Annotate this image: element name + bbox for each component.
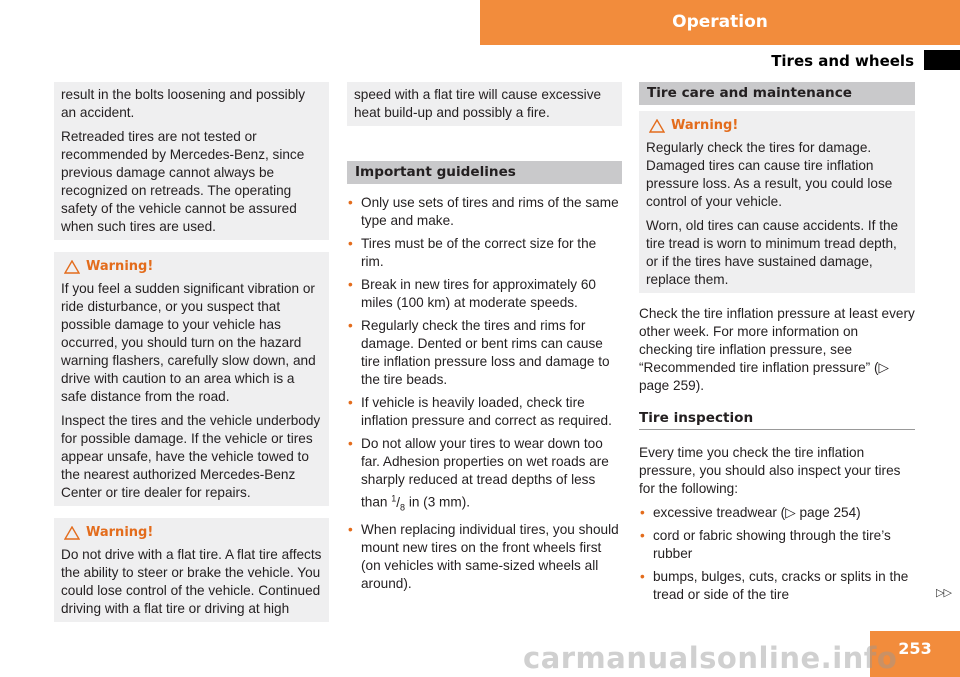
paragraph: Check the tire inflation pressure at least every other week. For more information on checking tire inflation pressure, see “Recommended tire inflation pressure” (▷ page 259). (639, 306, 915, 393)
bullet: • (348, 195, 353, 210)
list-item: • Regularly check the tires and rims for damage. Dented or bent rims can cause tire inflation pressure loss and damage to the tire beads. (348, 318, 610, 387)
warning-box (639, 111, 915, 293)
list-item: • When replacing individual tires, you should mount new tires on the front wheels first (on vehicles with same-sized wheels all around). (348, 522, 619, 592)
paragraph: Inspect the tires and the vehicle underbody for possible damage. If the vehicle or tires appear unsafe, have the vehicle towed to the nearest authorized Mercedes-Benz Center or tire dealer for repairs. (61, 413, 321, 500)
list-item: • Only use sets of tires and rims of the same type and make. (348, 195, 619, 228)
paragraph: speed with a flat tire will cause excessive heat build-up and possibly a fire. (354, 87, 602, 120)
bullet: • (640, 569, 645, 584)
section-heading: Important guidelines (347, 161, 622, 184)
bullet: • (640, 505, 645, 520)
fraction: $^1/_8$ (391, 493, 406, 513)
watermark: carmanualsonline.info (523, 641, 898, 675)
bullet: • (348, 436, 353, 451)
paragraph: Regularly check the tires for damage. Damaged tires can cause tire inflation pressure loss. As a result, you could lose control of your vehicle. (646, 140, 893, 209)
warning-triangle-icon (64, 260, 80, 274)
paragraph: If you feel a sudden significant vibration or ride disturbance, or you suspect that possible damage to your vehicle has occurred, you should turn on the hazard warning flashers, carefully slow down, and drive with caution to an area which is a safe distance from the road. (61, 281, 316, 404)
list-item: • Tires must be of the correct size for the rim. (348, 236, 597, 269)
list-item: • Break in new tires for approximately 60 miles (100 km) at moderate speeds. (348, 277, 596, 310)
bullet: • (348, 522, 353, 538)
paragraph: Retreaded tires are not tested or recommended by Mercedes-Benz, since previous damage cannot always be recognized on retreads. The operating safety of the vehicle cannot be assured when such tires are used. (61, 129, 305, 234)
paragraph: Worn, old tires can cause accidents. If the tire tread is worn to minimum tread depth, or if the tires have sustained damage, replace them. (646, 218, 899, 287)
section-header: Operation (480, 0, 960, 45)
header-marker-block (924, 50, 960, 70)
warning-box (54, 252, 329, 506)
bullet: • (348, 277, 353, 292)
list-item: • cord or fabric showing through the tire’s rubber (640, 528, 891, 561)
warning-triangle-icon (64, 526, 80, 540)
column-3 (639, 82, 915, 609)
page-number: 253 (870, 631, 960, 677)
continued-warning-box (347, 82, 622, 126)
subsection-title: Tires and wheels (771, 52, 914, 70)
continued-arrow-icon: ▷▷ (936, 587, 951, 599)
warning-triangle-icon (649, 119, 665, 133)
list-item: • Do not allow your tires to wear down too far. Adhesion properties on wet roads are sharply reduced at tread depths of less than $^1/_8$ in (3 mm). (348, 436, 609, 513)
warning-title: Warning! (86, 525, 154, 540)
paragraph: Do not drive with a flat tire. A flat tire affects the ability to steer or brake the vehicle. You could lose control of the vehicle. Continued driving with a flat tire or driving at high (61, 547, 322, 616)
guidelines-list (347, 194, 622, 593)
list-item: • If vehicle is heavily loaded, check tire inflation pressure and correct as required. (348, 395, 612, 428)
inspection-list (639, 504, 915, 604)
warning-title: Warning! (86, 259, 154, 274)
warning-title: Warning! (671, 118, 739, 133)
bullet: • (348, 236, 353, 251)
list-item: • bumps, bulges, cuts, cracks or splits in the tread or side of the tire (640, 569, 909, 602)
paragraph: Every time you check the tire inflation pressure, you should also inspect your tires for the following: (639, 445, 901, 496)
warning-box (54, 518, 329, 622)
subsection-heading: Tire inspection (639, 409, 915, 430)
section-heading: Tire care and maintenance (639, 82, 915, 105)
column-2 (347, 82, 622, 598)
paragraph: result in the bolts loosening and possibly an accident. (61, 87, 306, 120)
list-item: • excessive treadwear (▷ page 254) (640, 505, 861, 520)
bullet: • (640, 528, 645, 543)
bullet: • (348, 395, 353, 410)
bullet: • (348, 318, 353, 333)
continued-text-box (54, 82, 329, 240)
column-1 (54, 82, 329, 622)
